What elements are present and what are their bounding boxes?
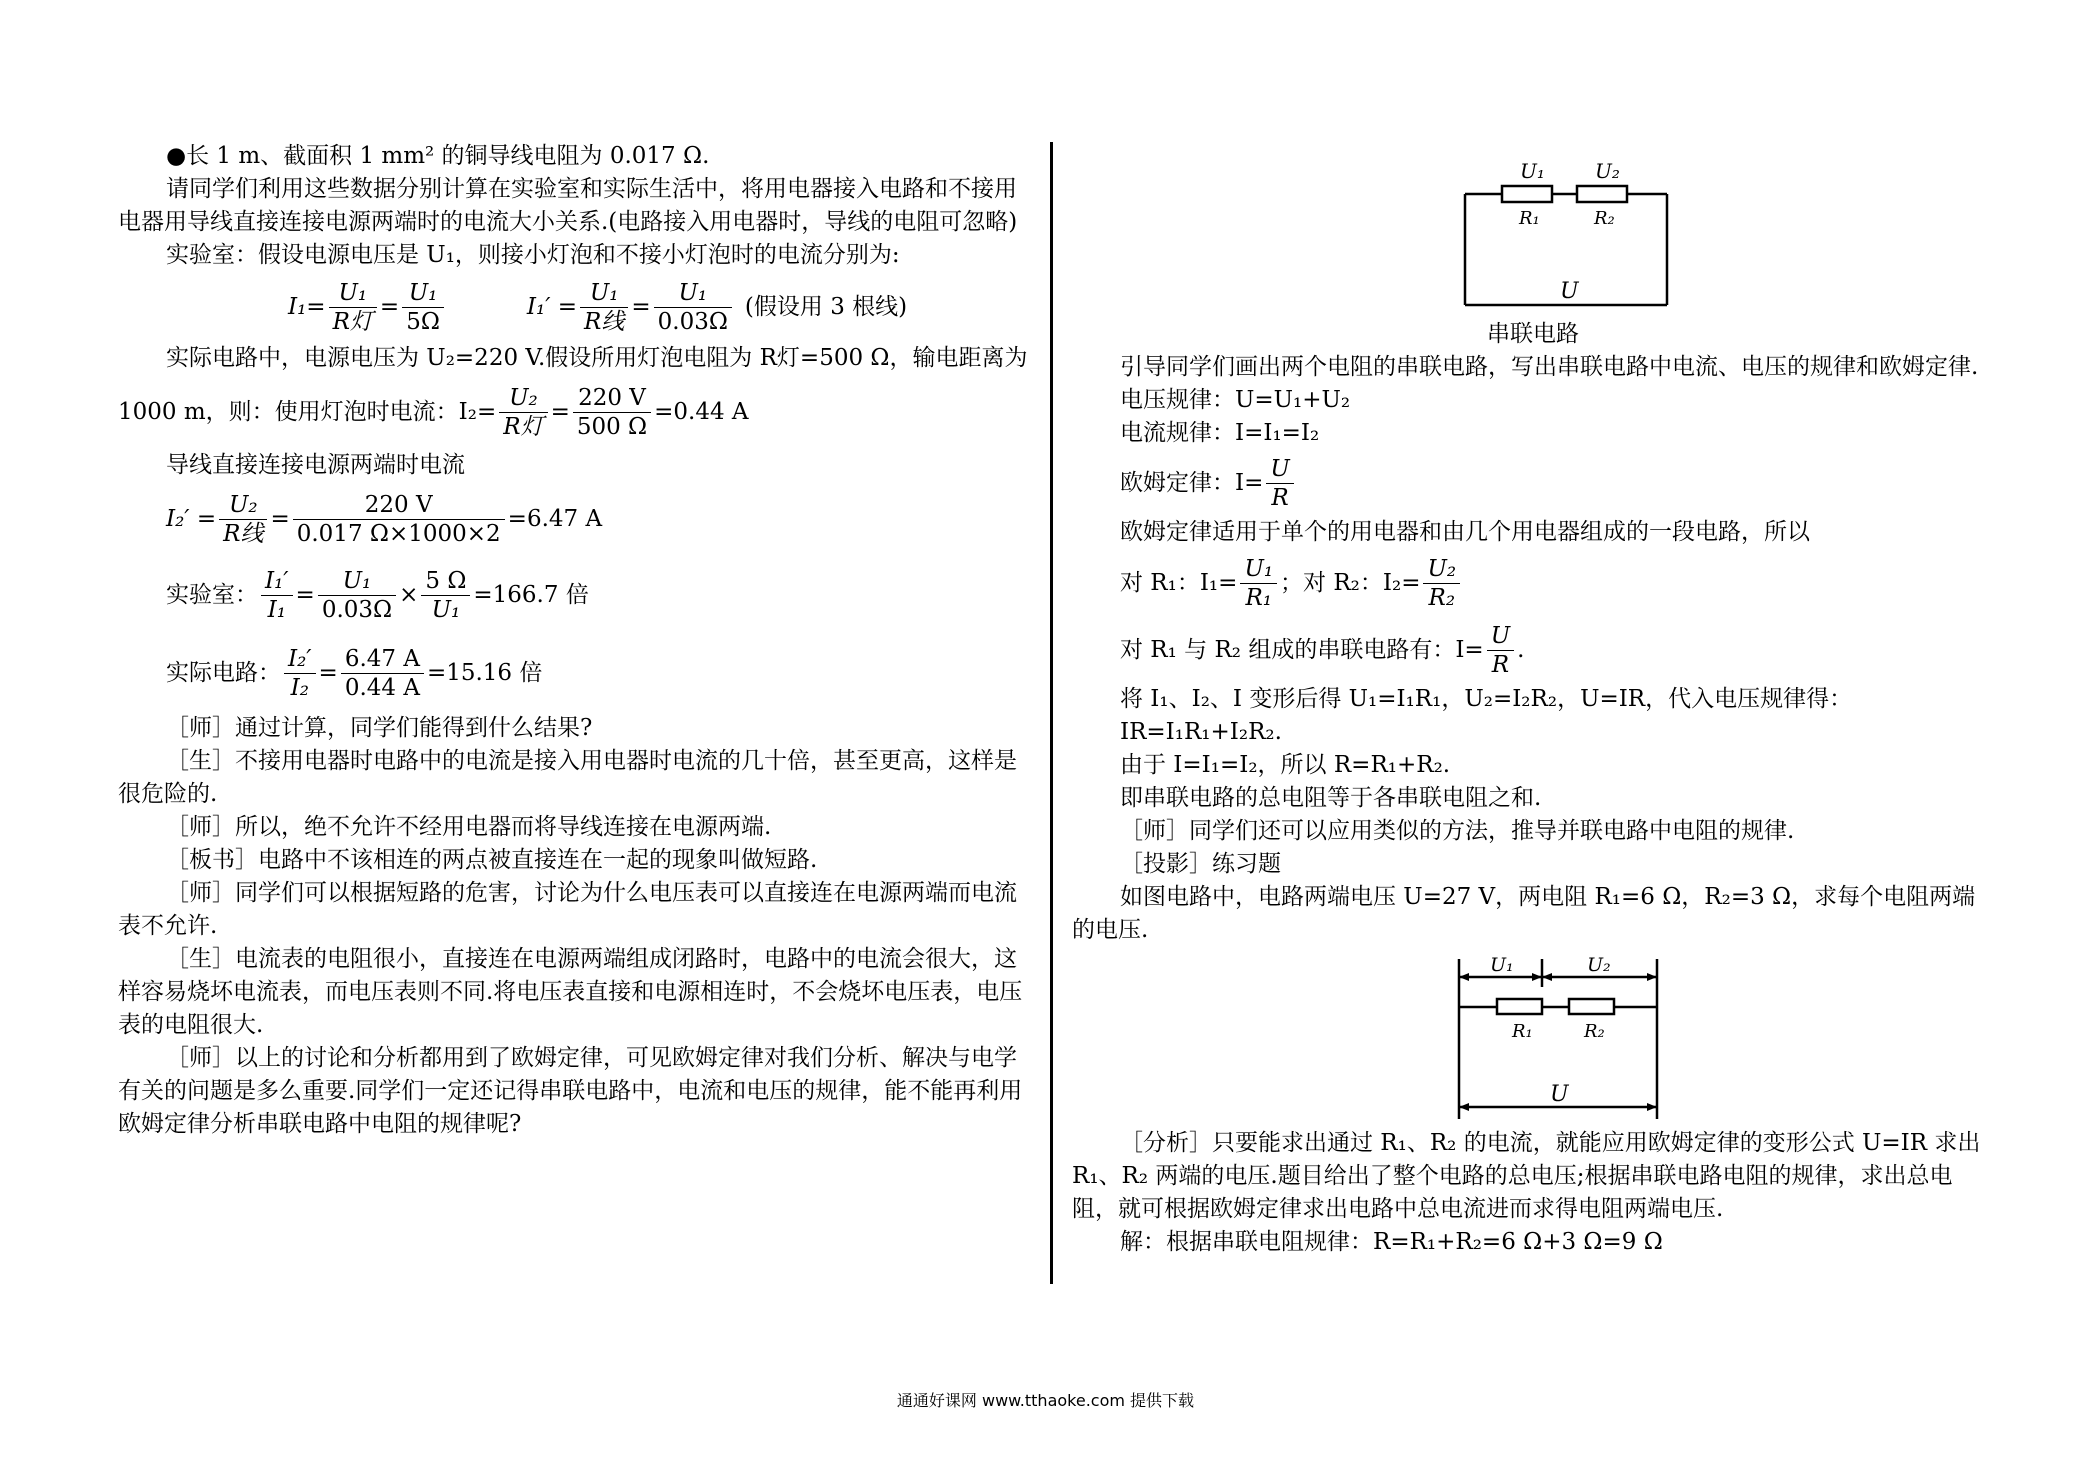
footer-source: 通通好课网 www.tthaoke.com 提供下载 [896, 1391, 1195, 1410]
paragraph-direct-connection: 导线直接连接电源两端时电流 [166, 452, 465, 478]
dialogue-teacher-3: ［师］同学们可以根据短路的危害，讨论为什么电压表可以直接连在电源两端而电流表不允许. [118, 880, 1017, 939]
paragraph-guide: 引导同学们画出两个电阻的串联电路，写出串联电路中电流、电压的规律和欧姆定律. [1120, 354, 1979, 380]
dialogue-student-2: ［生］电流表的电阻很小，直接连在电源两端组成闭路时，电路中的电流会很大，这样容易烧坏电流表，而电压表则不同.将电压表直接和电源相连时，不会烧坏电压表，电压表的电阻很大. [118, 946, 1023, 1038]
circuit-caption: 串联电路 [1487, 321, 1579, 347]
column-divider [1050, 142, 1053, 1284]
formula-lab-currents: I₁= $\frac{\text{U₁}}{\text{R灯}}$ = $\frac{\text{U₁}}{5\Omega}$ I₁′ = $\frac{\text{U₁}}{\text{R线}}$ = $\frac{\text{U₁}}{0.03\Omega}$ (假设用 3 根线) [288, 279, 908, 335]
label-r2: R₂ [1594, 208, 1615, 229]
series-circuit-diagram-1 [1072, 150, 1994, 320]
formula-ohms-law: 欧姆定律：I= $\frac{U}{R}$ [1072, 450, 1994, 516]
board-note-short-circuit: ［板书］电路中不该相连的两点被直接连在一起的现象叫做短路. [166, 847, 818, 873]
right-column [1072, 150, 1994, 1259]
copper-resistance-line: ●长 1 m、截面积 1 mm² 的铜导线电阻为 0.017 Ω. [166, 143, 710, 169]
derivation-result: 由于 I=I₁=I₂，所以 R=R₁+R₂. [1120, 752, 1451, 778]
left-column [118, 140, 1036, 1141]
label-r1: R₁ [1519, 208, 1540, 229]
dialogue-teacher-1: ［师］通过计算，同学们能得到什么结果? [166, 715, 593, 741]
label-u2: U₂ [1595, 159, 1620, 183]
formula-series-current: 对 R₁ 与 R₂ 组成的串联电路有：I= $\frac{U}{R}$ . [1120, 622, 1525, 678]
series-circuit-diagram-2 [1072, 947, 1994, 1127]
paragraph-real-circuit: 实际电路中，电源电压为 U₂=220 V.假设所用灯泡电阻为 R灯=500 Ω，输电距离为 [166, 345, 1028, 371]
exercise-question: 如图电路中，电路两端电压 U=27 V，两电阻 R₁=6 Ω，R₂=3 Ω，求每个电阻两端的电压. [1072, 884, 1976, 943]
dialogue-student-1: ［生］不接用电器时电路中的电流是接入用电器时电流的几十倍，甚至更高，这样是很危险的. [118, 748, 1017, 807]
dialogue-teacher-4: ［师］以上的讨论和分析都用到了欧姆定律，可见欧姆定律对我们分析、解决与电学有关的问题是多么重要.同学们一定还记得串联电路中，电流和电压的规律，能不能再利用欧姆定律分析串联电路中电阻的规律呢? [118, 1045, 1023, 1137]
formula-bulb-current: 1000 m，则：使用灯泡时电流：I₂= $\frac{\text{U₂}}{\text{R灯}}$ = $\frac{220 V}{500 \Omega}$ =0.44 A [118, 384, 749, 440]
formula-r1-r2-currents: 对 R₁：I₁= $\frac{\text{U₁}}{\text{R₁}}$ ；对 R₂：I₂= $\frac{\text{U₂}}{\text{R₂}}$ [1072, 549, 1994, 617]
voltage-rule: 电压规律：U=U₁+U₂ [1120, 387, 1351, 413]
formula-real-ratio: 实际电路： $\frac{\text{I₂′}}{\text{I₂}}$ = $\frac{6.47 A}{0.44 A}$ =15.16 倍 [166, 645, 543, 701]
label-r1: R₁ [1512, 1021, 1533, 1042]
projection-exercise: ［投影］练习题 [1120, 851, 1281, 877]
label-u1: U₁ [1490, 954, 1514, 976]
label-u: U [1550, 1082, 1569, 1107]
label-u1: U₁ [1520, 159, 1545, 183]
label-u2: U₂ [1587, 954, 1611, 976]
paragraph-task: 请同学们利用这些数据分别计算在实验室和实际生活中，将用电器接入电路和不接用电器用导线直接连接电源两端时的电流大小关系.(电路接入用电器时，导线的电阻可忽略) [118, 176, 1018, 235]
analysis-paragraph: ［分析］只要能求出通过 R₁、R₂ 的电流，就能应用欧姆定律的变形公式 U=IR 求出 R₁、R₂ 两端的电压.题目给出了整个电路的总电压;根据串联电路电阻的规律，求出总电阻，就可根据欧姆定律求出电路中总电流进而求得电阻两端电压. [1072, 1130, 1981, 1222]
derivation-line: 将 I₁、I₂、I 变形后得 U₁=I₁R₁，U₂=I₂R₂，U=IR，代入电压规律得：IR=I₁R₁+I₂R₂. [1120, 686, 1853, 745]
label-u: U [1560, 279, 1579, 304]
paragraph-ohms-applies: 欧姆定律适用于单个的用电器和由几个用电器组成的一段电路，所以 [1120, 519, 1810, 545]
dialogue-teacher-parallel: ［师］同学们还可以应用类似的方法，推导并联电路中电阻的规律. [1120, 818, 1795, 844]
formula-short-current: I₂′ = $\frac{\text{U₂}}{\text{R线}}$ = $\frac{220 V}{0.017 \Omega\times 1000\times 2}$ =6.47 A [166, 491, 603, 547]
label-r2: R₂ [1584, 1021, 1605, 1042]
dialogue-teacher-2: ［师］所以，绝不允许不经用电器而将导线连接在电源两端. [166, 814, 772, 840]
formula-lab-ratio: 实验室： $\frac{\text{I₁′}}{\text{I₁}}$ = $\frac{\text{U₁}}{0.03\Omega}$ × $\frac{5 \Omega}{\text{U₁}}$ =166.7 倍 [166, 567, 589, 623]
solution-line: 解：根据串联电阻规律：R=R₁+R₂=6 Ω+3 Ω=9 Ω [1120, 1229, 1663, 1255]
current-rule: 电流规律：I=I₁=I₂ [1120, 420, 1320, 446]
paragraph-lab-intro: 实验室：假设电源电压是 U₁，则接小灯泡和不接小灯泡时的电流分别为: [166, 242, 900, 268]
conclusion-series-resistance: 即串联电路的总电阻等于各串联电阻之和. [1120, 785, 1542, 811]
